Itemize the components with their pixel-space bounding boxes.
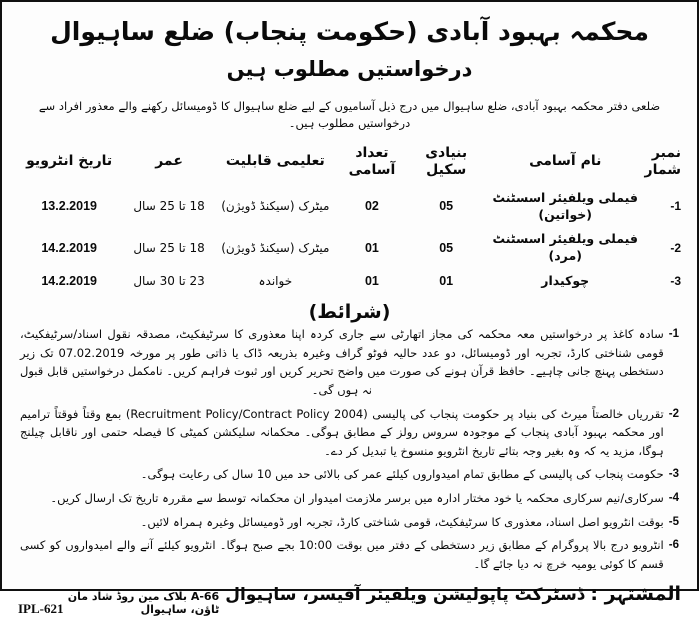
intro-paragraph: ضلعی دفتر محکمہ بہبود آبادی، ضلع ساہیوال میں درج ذیل آسامیوں کے لیے ضلع ساہیوال کا ڈومیسائل رکھنے والے معذور افراد سے درخواستیں مطلوب ہیں۔ <box>38 98 661 130</box>
cell-age: 18 تا 25 سال <box>133 241 205 256</box>
condition-item <box>16 489 683 508</box>
basic-scale-value: 05 <box>439 199 454 214</box>
table-body <box>16 186 683 294</box>
condition-item <box>16 513 683 532</box>
condition-text: سرکاری/نیم سرکاری محکمہ یا خود مختار ادارہ میں برسر ملازمت امیدوار ان محکمانہ توسط سے مقررہ تاریخ تک ارسال کریں۔ <box>50 491 664 506</box>
footer <box>16 579 683 620</box>
reference-code: IPL-621 <box>18 600 64 616</box>
cell-basic-scale <box>409 269 483 294</box>
cell-qualification: خواندہ <box>258 274 293 289</box>
column-header-vacancies: تعداد آسامی <box>348 145 396 178</box>
cell-interview-date <box>16 186 122 228</box>
interview-date-value: 13.2.2019 <box>41 199 97 214</box>
interview-date-value: 14.2.2019 <box>41 240 97 255</box>
cell-vacancies <box>335 269 409 294</box>
condition-number: 2- <box>668 407 679 420</box>
condition-text: تقرریاں خالصتاً میرٹ کی بنیاد پر حکومت پنجاب کی پالیسی (Recruitment Policy/Contract Policy 2004) بمع وقتاً فوقتاً ترامیم اور محکمہ بہبود آبادی پنجاب کے موجودہ سروس رولز کے مطابق ہوگی۔ محکمانہ سلیکشن کمیٹی کا فیصلہ حتمی اور ناقابل چیلنج ہوگا، مزید یہ کہ وہ بغیر وجہ بتائے تاریخ انٹرویو منسوخ یا تبدیل کر دے۔ <box>20 406 664 458</box>
conditions-heading: (شرائط) <box>308 301 391 324</box>
condition-number: 3- <box>668 468 679 481</box>
vacancies-value: 01 <box>364 240 379 255</box>
page-inner <box>2 2 697 616</box>
footer-signature-block <box>68 583 682 618</box>
cell-sr: 3- <box>670 274 681 289</box>
footer-office: ڈسٹرکٹ پاپولیشن ویلفیئر آفیسر، ساہیوال <box>225 584 585 605</box>
cell-vacancies <box>335 186 409 228</box>
condition-text: سادہ کاغذ پر درخواستیں معہ محکمہ کی مجاز اتھارٹی سے جاری کردہ اپنا معذوری کا سرٹیفکیٹ، مصدقہ نقول اسناد/سرٹیفکیٹ، قومی شناختی کارڈ، تجربہ اور ڈومیسائل، دو عدد حالیہ فوٹو گراف وغیرہ بذریعہ ڈاک یا ذاتی طور پر مورخہ 07.02.2019 تک زیر دستخطی پہنچ جانی چاہیے۔ حافظ قرآن ہونے کی صورت میں واضح تحریر کریں اور ثبوت فراہم کریں۔ نامکمل درخواستیں قابل قبول نہ ہوں گی۔ <box>20 327 664 397</box>
vacancies-value: 01 <box>364 274 379 289</box>
cell-vacancies <box>335 227 409 269</box>
page-subtitle: درخواستیں مطلوب ہیں <box>226 57 473 82</box>
cell-age: 18 تا 25 سال <box>133 199 205 214</box>
cell-basic-scale <box>409 227 483 269</box>
condition-item <box>16 325 683 400</box>
column-header-age: عمر <box>155 153 183 170</box>
cell-qualification: میٹرک (سیکنڈ ڈویژن) <box>221 199 330 214</box>
interview-date-value: 14.2.2019 <box>41 274 97 289</box>
condition-number: 4- <box>668 492 679 505</box>
condition-number: 1- <box>668 328 679 341</box>
condition-item <box>16 465 683 484</box>
condition-number: 6- <box>668 539 679 552</box>
condition-text: بوقت انٹرویو اصل اسناد، معذوری کا سرٹیفکیٹ، قومی شناختی کارڈ، تجربہ اور ڈومیسائل وغیرہ ہمراہ لائیں۔ <box>140 514 664 529</box>
cell-basic-scale <box>409 186 483 228</box>
condition-text: انٹرویو درج بالا پروگرام کے مطابق زیر دستخطی کے دفتر میں بوقت 10:00 بجے صبح ہوگا۔ انٹرویو کیلئے آنے والے امیدواروں کو کسی قسم کا کوئی یومیہ خرچ نہ دیا جائے گا۔ <box>20 538 664 571</box>
column-header-post-name: نام آسامی <box>529 153 602 170</box>
cell-sr: 2- <box>670 241 681 256</box>
table-head <box>16 141 683 186</box>
condition-text: حکومت پنجاب کی پالیسی کے مطابق تمام امیدواروں کیلئے عمر کی بالائی حد میں 10 سال کی رعایت ہوگی۔ <box>140 467 664 482</box>
cell-sr: 1- <box>670 199 681 214</box>
cell-qualification: میٹرک (سیکنڈ ڈویژن) <box>221 241 330 256</box>
cell-post-name: فیملی ویلفیئر اسسٹنٹ (خواتین) <box>492 189 638 222</box>
condition-item <box>16 405 683 461</box>
page-title: محکمہ بہبود آبادی (حکومت پنجاب) ضلع ساہیوال <box>50 17 649 46</box>
cell-interview-date <box>16 269 122 294</box>
basic-scale-value: 01 <box>439 274 454 289</box>
footer-address: 66-A بلاک مین روڈ شاد مان ٹاؤن، ساہیوال <box>67 589 220 616</box>
cell-post-name: فیملی ویلفیئر اسسٹنٹ (مرد) <box>492 231 638 264</box>
column-header-qualification: تعلیمی قابلیت <box>225 153 325 170</box>
vacancy-table <box>16 141 683 294</box>
conditions-list <box>16 325 683 579</box>
condition-item <box>16 536 683 573</box>
table-row <box>16 269 683 294</box>
cell-interview-date <box>16 227 122 269</box>
column-header-basic-scale: بنیادی سکیل <box>425 145 468 178</box>
basic-scale-value: 05 <box>439 240 454 255</box>
column-header-sr: نمبر شمار <box>644 145 681 178</box>
column-header-interview-date: تاریخ انٹرویو <box>26 153 113 170</box>
vacancies-value: 02 <box>364 199 379 214</box>
condition-number: 5- <box>668 515 679 528</box>
cell-post-name: چوکیدار <box>541 273 590 289</box>
table-row <box>16 227 683 269</box>
footer-label: المشتہر : <box>590 582 681 605</box>
table-header-row <box>16 141 683 186</box>
table-row <box>16 186 683 228</box>
cell-age: 23 تا 30 سال <box>133 274 205 289</box>
